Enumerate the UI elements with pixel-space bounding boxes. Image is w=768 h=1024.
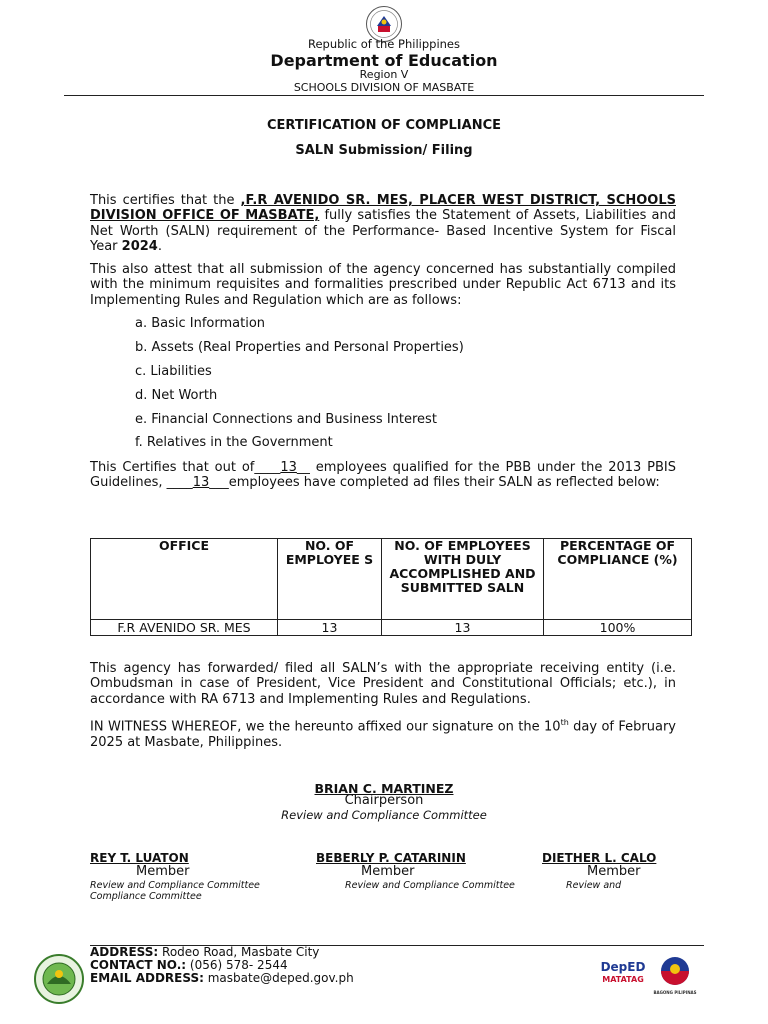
member-name: DIETHER L. CALO xyxy=(542,851,657,865)
witness-part2: day of February 2025 at Masbate, Philippines. xyxy=(90,719,676,750)
header-submitted: NO. OF EMPLOYEES WITH DULY ACCOMPLISHED AND SUBMITTED SALN xyxy=(382,539,544,620)
certification-paragraph xyxy=(90,193,676,254)
para3-part1: This Certifies that out of____ xyxy=(90,460,281,475)
address-value: Rodeo Road, Masbate City xyxy=(158,945,320,959)
witness-paragraph xyxy=(90,715,676,750)
email-label: EMAIL ADDRESS: xyxy=(90,971,204,985)
department-name: Department of Education xyxy=(270,51,498,70)
cell-percentage: 100% xyxy=(544,620,692,636)
header-office: OFFICE xyxy=(91,539,278,620)
member-committee: Review and Compliance Committee xyxy=(345,880,515,891)
qualified-count: 13 xyxy=(280,460,297,475)
member-role: Member xyxy=(136,864,190,879)
bagong-pilipinas-text: BAGONG PILIPINAS xyxy=(653,990,697,995)
member-committee-continued: Compliance Committee xyxy=(90,891,202,902)
document-title: CERTIFICATION OF COMPLIANCE xyxy=(266,118,502,133)
compliance-table xyxy=(90,538,692,636)
attestation-paragraph: This also attest that all submission of the agency concerned has substantially compiled with the minimum requisites and formalities prescribed under Republic Act 6713 and its Implementing Rules and Regulation which are as follows: xyxy=(90,262,676,308)
bagong-pilipinas-logo xyxy=(652,956,698,996)
bagong-pilipinas-emblem xyxy=(658,956,692,986)
header-employees: NO. OF EMPLOYEE S xyxy=(278,539,382,620)
member-committee: Review and Compliance Committee xyxy=(90,880,260,891)
chair-committee: Review and Compliance Committee xyxy=(281,808,487,822)
para3-part3: ___employees have completed ad files their SALN as reflected below: xyxy=(209,475,660,491)
cell-employees: 13 xyxy=(278,620,382,636)
email-value: masbate@deped.gov.ph xyxy=(203,971,354,985)
document-subtitle: SALN Submission/ Filing xyxy=(295,143,473,158)
member-role: Member xyxy=(361,864,415,879)
member-name: REY T. LUATON xyxy=(90,851,189,865)
para3-part2: __ employees qualified for the PBB under the 2013 PBIS Guidelines, ____ xyxy=(90,460,676,491)
school-name: ,F.R AVENIDO SR. MES, PLACER WEST DISTRICT, SCHOOLS DIVISION OFFICE OF MASBATE, xyxy=(90,193,676,224)
forwarding-paragraph: This agency has forwarded/ filed all SALN’s with the appropriate receiving entity (i.e. Ombudsman in case of President, Vice President and Constitutional Officials; etc.), in accordance with RA 6713 and Implementing Rules and Regulations. xyxy=(90,661,676,707)
footer-email xyxy=(90,972,354,985)
republic-line: Republic of the Philippines xyxy=(307,37,461,51)
employees-paragraph xyxy=(90,460,676,491)
member-name: BEBERLY P. CATARININ xyxy=(316,851,466,865)
list-item: a. Basic Information xyxy=(135,316,266,331)
table-header-row xyxy=(91,539,692,620)
list-item: f. Relatives in the Government xyxy=(135,435,333,450)
member-committee: Review and xyxy=(566,880,622,891)
list-item: d. Net Worth xyxy=(135,388,218,403)
completed-count: 13 xyxy=(192,475,210,491)
member-role: Member xyxy=(587,864,641,879)
header-percentage: PERCENTAGE OF COMPLIANCE (%) xyxy=(544,539,692,620)
list-item: b. Assets (Real Properties and Personal Properties) xyxy=(135,340,464,355)
address-label: ADDRESS: xyxy=(90,945,159,959)
table-row xyxy=(91,620,692,636)
para1-end: . xyxy=(157,238,162,254)
contact-label: CONTACT NO.: xyxy=(90,958,187,972)
matatag-text: MATATAG xyxy=(602,975,644,984)
contact-value: (056) 578- 2544 xyxy=(186,958,288,972)
division-seal-logo xyxy=(33,954,85,1004)
ordinal-suffix: th xyxy=(560,718,569,727)
header-divider xyxy=(64,95,704,96)
list-item: e. Financial Connections and Business Interest xyxy=(135,412,437,427)
cell-office: F.R AVENIDO SR. MES xyxy=(91,620,278,636)
witness-part1: IN WITNESS WHEREOF, we the hereunto affixed our signature on the 10 xyxy=(90,719,561,735)
chair-name-text: BRIAN C. MARTINEZ xyxy=(314,781,454,796)
deped-logo-text: DepED xyxy=(600,960,646,974)
region-line: Region V xyxy=(359,68,409,81)
division-line: SCHOOLS DIVISION OF MASBATE xyxy=(293,81,475,94)
list-item: c. Liabilities xyxy=(135,364,212,379)
cell-submitted: 13 xyxy=(382,620,544,636)
para1-rest: fully satisfies the Statement of Assets, Liabilities and Net Worth (SALN) requirement of the Performance- Based Incentive System for Fiscal Year xyxy=(90,208,677,254)
deped-matatag-logo xyxy=(599,960,647,986)
chair-role: Chairperson xyxy=(344,793,424,808)
fiscal-year: 2024 xyxy=(121,238,158,254)
para1-lead: This certifies that the xyxy=(90,193,241,208)
